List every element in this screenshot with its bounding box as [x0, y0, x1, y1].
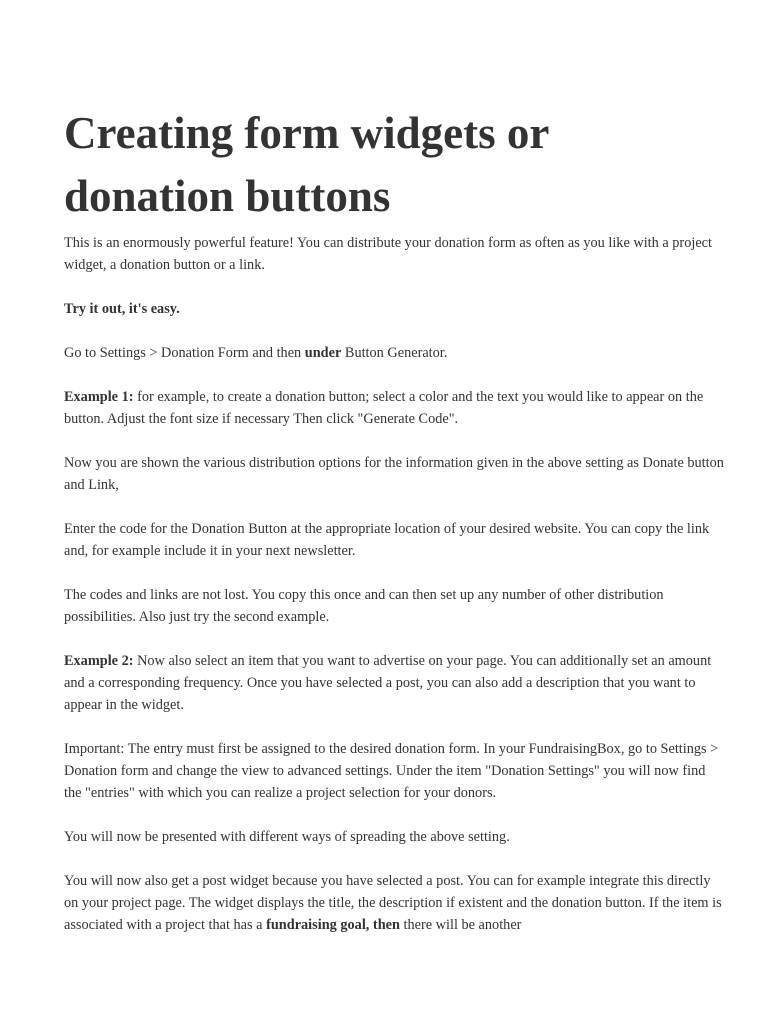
post-widget-text-a: You will now also get a post widget because you have selected a post. You can for example integrate this directly on your project page. The widget displays the title, the description if existent and the donation button. If the item is associated with a project that has a: [64, 873, 722, 933]
settings-paragraph: [64, 342, 724, 364]
codes-not-lost-text: The codes and links are not lost. You copy this once and can then set up any number of other distribution possibilities. Also just try the second example.: [64, 587, 664, 625]
settings-text-b: Button Generator.: [341, 345, 448, 361]
distribution-options-paragraph: [64, 452, 724, 496]
intro-text: This is an enormously powerful feature! You can distribute your donation form as often as you like with a project widget, a donation button or a link.: [64, 235, 712, 273]
example-1-label: Example 1:: [64, 389, 134, 405]
intro-paragraph: [64, 232, 724, 276]
settings-text-bold: under: [304, 345, 342, 361]
ways-paragraph: [64, 826, 724, 848]
article: [64, 102, 724, 958]
ways-text: You will now be presented with different ways of spreading the above setting.: [64, 829, 510, 845]
settings-text-a: Go to Settings > Donation Form and then: [64, 345, 305, 361]
distribution-options-text: Now you are shown the various distribution options for the information given in the above setting as Donate button and Link,: [64, 455, 724, 493]
post-widget-paragraph: [64, 870, 724, 936]
page-title: Creating form widgets or donation buttons: [64, 108, 549, 221]
enter-code-paragraph: [64, 518, 724, 562]
try-it-paragraph: [64, 298, 724, 320]
example-1-paragraph: [64, 386, 724, 430]
example-2-text: Now also select an item that you want to advertise on your page. You can additionally set an amount and a corresponding frequency. Once you have selected a post, you can also add a description that you want to appear in the widget.: [64, 653, 712, 713]
try-it-text: Try it out, it's easy.: [64, 301, 180, 317]
example-2-label: Example 2:: [64, 653, 134, 669]
important-paragraph: [64, 738, 724, 804]
example-2-paragraph: [64, 650, 724, 716]
codes-not-lost-paragraph: [64, 584, 724, 628]
example-1-text: for example, to create a donation button; select a color and the text you would like to appear on the button. Adjust the font size if necessary Then click "Generate Code".: [64, 389, 704, 427]
important-text: Important: The entry must first be assigned to the desired donation form. In your FundraisingBox, go to Settings > Donation form and change the view to advanced settings. Under the item "Donation Settings" you will now find the "entries" with which you can realize a project selection for your donors.: [64, 741, 719, 801]
post-widget-text-b: there will be another: [399, 917, 522, 933]
post-widget-text-bold: fundraising goal, then: [266, 917, 400, 933]
enter-code-text: Enter the code for the Donation Button at the appropriate location of your desired website. You can copy the link and, for example include it in your next newsletter.: [64, 521, 710, 559]
